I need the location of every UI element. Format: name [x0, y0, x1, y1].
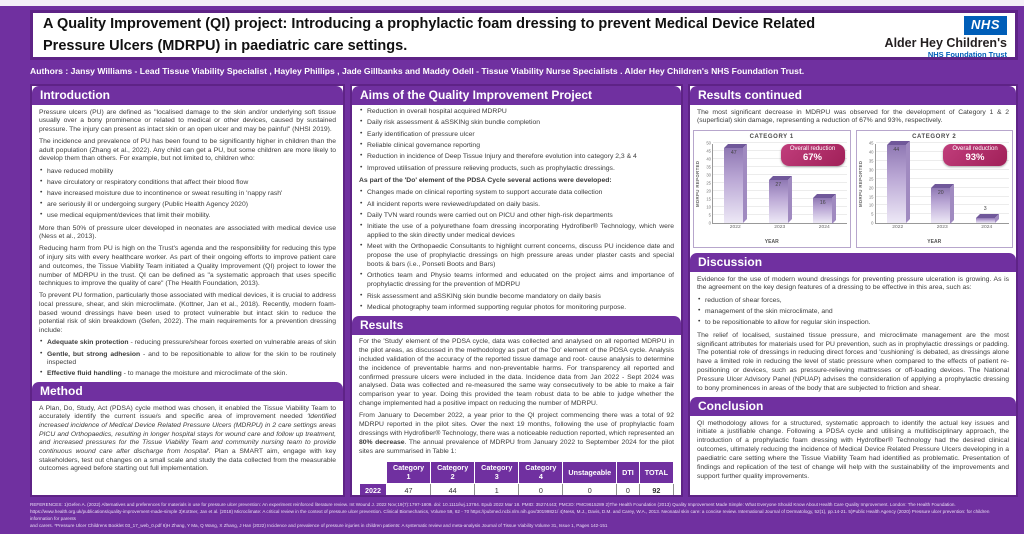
- y-tick-label: 10: [868, 202, 874, 208]
- section-heading-aims: Aims of the Quality Improvement Project: [352, 86, 681, 105]
- bullet-item: • Effective fluid handling - to manage the moisture and microclimate of the skin.: [39, 370, 336, 379]
- bullet-item: • have reduced mobility: [39, 168, 336, 177]
- y-tick-label: 15: [868, 194, 874, 199]
- table-row: [360, 484, 674, 497]
- bullet-item: • Orthotics team and Physio teams informed and educated on the project aims and importance of prophylactic dressing for the prevention of MDRPU: [359, 272, 674, 290]
- y-tick-label: 25: [868, 176, 874, 182]
- section-heading-introduction: Introduction: [32, 86, 343, 105]
- results-paragraph: For the 'Study' element of the PDSA cycle, data was collected and analysed on all reported MDRPU in the pilot areas, as discussed in the methodology as part of the 'Do' element of the PDSA cycle. Analysis included validation of the accuracy of the reported tissue damage and root- cause analysis to determine the incidence of preventable harms and non-preventable harms. For transparency all reported and confirmed pressure ulcers were included in the data. Incidence data from Jan 2022 - Sept 2024 was analysed. Data was collected and re-measured the same way consecutively to be able to make a fair comparison year to year. Doing this provided the team robust data to be able to judge whether the change implemented had a positive impact on reducing the number of MDRPU.: [359, 338, 674, 408]
- table-year-cell: 2022: [360, 484, 387, 497]
- results-text: From January to December 2022, a year prior to the QI project commencing there was a total of 92 MDRPU reported in the pilot sites. Over the next 19 months, following the use of prophylactic foam dressings with Hydrofiber® Technology, there was a noticeable reduction reported, which represented an: [359, 412, 674, 438]
- chart-bar: [931, 188, 950, 224]
- y-tick-label: 0: [871, 220, 874, 226]
- y-tick-label: 50: [706, 140, 711, 146]
- chart-bar: [724, 148, 743, 223]
- y-tick-label: 40: [706, 156, 711, 162]
- y-tick-label: 35: [868, 158, 874, 164]
- discussion-paragraph: The relief of localised, sustained tissue pressure, and microclimate management are the most significant attributes for materials used for PU prevention, such as in prophylactic dressings or padding. The potential role of dressings in reducing direct forces and 'cushioning' is debated, as dressings alone have a limited role in reducing the level of static pressure when compared to the effects of patient re-positioning or devices, such as pressure-relieving mattresses or off-loading devices. The National Pressure Ulcer Advisory Panel (NPUAP) advises the consideration of applying a prophylactic dressing to bony prominences in areas of the body that are subjected to friction and shear.: [697, 331, 1009, 392]
- y-tick-label: 45: [706, 148, 711, 154]
- x-tick-label: 2024: [818, 225, 830, 231]
- y-tick-label: 10: [706, 204, 711, 210]
- references-footer: [30, 501, 994, 529]
- x-tick-label: 2023: [936, 225, 948, 231]
- results-body: [352, 338, 681, 497]
- table-header-cell: Category 1: [387, 461, 431, 484]
- section-heading-method: Method: [32, 382, 343, 401]
- bullet-item: • Daily risk assessment & aSSKINg skin bundle completion: [359, 119, 674, 128]
- bullet-item: • Changes made on clinical reporting system to support accurate data collection: [359, 189, 674, 198]
- table-value-cell: 1: [475, 484, 519, 497]
- y-tick-label: 40: [868, 149, 874, 155]
- y-tick-label: 30: [706, 172, 711, 178]
- chart-title: CATEGORY 2: [912, 134, 957, 141]
- do-actions-list: [359, 189, 674, 312]
- bullet-item: • to be repositionable to allow for regular skin inspection.: [697, 319, 1009, 328]
- discussion-body: [690, 276, 1016, 394]
- y-tick-label: 45: [868, 140, 874, 146]
- results-continued-body: [690, 109, 1016, 127]
- badge-value: 67%: [802, 152, 822, 164]
- top-edge-strip: [0, 0, 1024, 6]
- nhs-logo-mark: NHS: [964, 16, 1007, 35]
- section-heading-conclusion: Conclusion: [690, 397, 1016, 416]
- bullet-item: • Reduction in incidence of Deep Tissue Injury and therefore evolution into category 2,3 & 4: [359, 153, 674, 162]
- method-text: A Plan, Do, Study, Act (PDSA) cycle method was chosen, it enabled the Tissue Viability Team to accurately identify the current issue/s and specific area of improvement needed: [39, 404, 336, 421]
- title-bar: [30, 10, 1018, 60]
- intro-paragraph: Reducing harm from PU is high on the Trust's agenda and the responsibility for reducing this type of injury sits with every healthcare worker. As part of their ongoing efforts to improve patient care and outcomes, the Tissue Viability Team initiated a Quality Improvement (QI) project to lower the number of MDRPU in the trust. QI can be defined as "a systematic approach that uses specific techniques to improve the quality of care" (The Health Foundation, 2013).: [39, 245, 336, 288]
- category-charts-row: [693, 130, 1013, 248]
- section-heading-results: Results: [352, 316, 681, 335]
- table-value-cell: 0: [519, 484, 563, 497]
- chart-title: CATEGORY 1: [749, 134, 794, 141]
- bullet-item: • Reduction in overall hospital acquired MDRPU: [359, 108, 674, 117]
- bullet-item: • Early identification of pressure ulcer: [359, 131, 674, 140]
- bullet-item: • have increased moisture due to incontinence or sweat resulting in 'nappy rash': [39, 190, 336, 199]
- bullet-item: • reduction of shear forces,: [697, 297, 1009, 306]
- method-text: Plan a SMART aim, engage with key stakeholders, test out changes on a small scale and study the data collected from the measurable outcomes agreed before starting out full implementation.: [39, 448, 336, 473]
- intro-paragraph: The incidence and prevalence of PU has been found to be significantly higher in children than the adult population (Zhang et al., 2022). Any child can get a PU, but some children are more likely to develop them than others. For example, but not limited to, children who:: [39, 138, 336, 163]
- bullet-item: • Adequate skin protection - reducing pressure/shear forces exerted on vulnerable areas of skin: [39, 339, 336, 348]
- bullet-item: • All incident reports were reviewed/updated on daily basis.: [359, 201, 674, 210]
- bullet-item: • Improved utilisation of pressure relieving products, such as prophylactic dressings.: [359, 165, 674, 174]
- reference-line: https://www.health.org.uk/publications/quality-improvement-made-simple 3)Kottner, Jan et al. (2018) Microclimate: A critical review in the context of pressure ulcer prevention. Clinical Biomechanics, Volume 59, 62 - 70 https://pubmed.ncbi.nlm.nih.gov/30199821/ 4)Ness, M.J., Davis, D.M. and Carey, W.A., 2013. Neonatal skin care: a concise review. International Journal of Dermatology, 52(1), pp.14-21. 5)Public Health Agency (2020) Pressure ulcer prevention: for children information for parents: [30, 509, 990, 522]
- y-tick-label: 30: [868, 167, 874, 173]
- bullet-item: • Daily TVN ward rounds were carried out on PICU and other high-risk departments: [359, 212, 674, 221]
- section-heading-discussion: Discussion: [690, 253, 1016, 272]
- y-tick-label: 5: [708, 212, 711, 218]
- results-decrease-highlight: 80% decrease: [359, 438, 405, 446]
- table-value-cell: 44: [431, 484, 475, 497]
- bullet-item: • use medical equipment/devices that limit their mobility.: [39, 212, 336, 221]
- bar-value-label: 27: [775, 181, 782, 188]
- y-tick-label: 20: [868, 185, 874, 191]
- y-tick-label: 0: [708, 220, 711, 226]
- results-continued-paragraph: The most significant decrease in MDRPU was observed for the development of Category 1 & 2 (superficial) skin damage, representing a reduction of 67% and 93%, respectively.: [697, 108, 1009, 125]
- y-axis-label: MDRPU REPORTED: [857, 160, 863, 208]
- results-paragraph: [359, 412, 674, 456]
- intro-bullet-list: [39, 168, 336, 221]
- x-tick-label: 2022: [729, 225, 741, 231]
- bar-value-label: 47: [730, 149, 737, 156]
- bullet-item: • have circulatory or respiratory conditions that affect their blood flow: [39, 179, 336, 188]
- bullet-item: • Reliable clinical governance reporting: [359, 142, 674, 151]
- table-header-cell: Unstageable: [563, 461, 617, 484]
- column-middle: [350, 84, 683, 497]
- column-left: [30, 84, 345, 497]
- chart-bar: [976, 205, 995, 223]
- bullet-item: • Medical photography team informed supporting regular photos for monitoring purpose.: [359, 304, 674, 313]
- reference-line: REFERENCES: 1)Gefen A. (2022) Alternatives and preferences for materials in use for pressure ulcer prevention: An experiment reinforced literature review. Int Wound J. 2022 Nov;19(7):1797-1809. doi: 10.1111/iwj.13784. Epub 2022 Mar 18. PMID: 35274443; PMCID: PMC9615289 2)The Health Foundation (2013) Quality Improvement Made Simple: What Everyone Should Know About Health Care Quality Improvement. London: The Health Foundation.: [30, 502, 956, 507]
- bar-value-label: 44: [893, 146, 900, 153]
- intro-paragraph: Pressure ulcers (PU) are defined as "localised damage to the skin and/or underlying soft tissue usually over a bony prominence or related to medical or other devices, caused by sustained pressure. The injury can present as intact skin or an open ulcer and may be painful" (NHSI 2019).: [39, 108, 336, 133]
- results-text: . The annual prevalence of MDRPU from January 2022 to September 2024 for the pilot sites are summarised in Table 1:: [359, 438, 674, 455]
- bullet-item: • Risk assessment and aSSKINg skin bundle become mandatory on daily basis: [359, 293, 674, 302]
- method-body: [32, 405, 343, 475]
- intro-paragraph: More than 50% of pressure ulcer developed in neonates are associated with medical device use (Ness et al., 2013).: [39, 224, 336, 241]
- discussion-paragraph: Evidence for the use of modern wound dressings for preventing pressure ulceration is growing. As is the agreement on the key design features of a dressing to be effective in this area, such as:: [697, 275, 1009, 292]
- bar-chart-category-1: [693, 130, 851, 248]
- column-right: [688, 84, 1018, 497]
- method-paragraph: [39, 405, 336, 475]
- conclusion-body: [690, 420, 1016, 482]
- introduction-body: [32, 109, 343, 380]
- do-element-heading: As part of the 'Do' element of the PDSA Cycle several actions were developed:: [359, 176, 612, 184]
- table-header-cell: DTI: [617, 461, 640, 484]
- chart-bar: [769, 180, 788, 223]
- table-header-cell: TOTAL: [639, 461, 673, 484]
- bar-value-label: 3: [983, 205, 987, 212]
- table-value-cell: 92: [639, 484, 673, 497]
- table-header-row: [360, 461, 674, 484]
- mdrpu-prevalence-table: [359, 461, 674, 498]
- trust-name: Alder Hey Children's: [884, 35, 1007, 50]
- trust-subtitle: NHS Foundation Trust: [927, 49, 1007, 59]
- y-tick-label: 25: [706, 180, 711, 186]
- bullet-item: • are seriously ill or undergoing surgery (Public Health Agency 2020): [39, 201, 336, 210]
- badge-value: 93%: [965, 152, 985, 164]
- reference-line: and carers. *Pressure Ulcer Childrens Booklet 03_17_web_0.pdf 6)H Zhang, Y Ma, Q Wang, X Zhang, J Han (2022) Incidence and prevalence of pressure injuries in children patients: A systematic review and meta-analysis Journal of Tissue Viability Volume 31, Issue 1, Pages 142-151: [30, 523, 608, 529]
- x-tick-label: 2022: [892, 225, 904, 231]
- gridline: [713, 142, 847, 143]
- aims-bullet-list: [359, 108, 674, 173]
- discussion-bullet-list: [697, 297, 1009, 328]
- bullet-item: • Initiate the use of a polyurethane foam dressing incorporating Hydrofiber® Technology, which were applied to the skin directly under medical devices: [359, 223, 674, 241]
- chart-bar: [887, 145, 906, 223]
- authors-bar: Authors : Jansy Williams - Lead Tissue Viability Specialist , Hayley Phillips , Jade Gillbanks and Maddy Odell - Tissue Viability Nurse Specialists . Alder Hey Children's NHS Foundation Trust.: [30, 66, 805, 76]
- dressing-requirements-list: [39, 339, 336, 379]
- x-axis-label: YEAR: [927, 239, 942, 246]
- badge-label: Overall reduction: [789, 146, 836, 153]
- bullet-item: • management of the skin microclimate, and: [697, 308, 1009, 317]
- bar-value-label: 16: [819, 199, 826, 206]
- x-tick-label: 2024: [981, 225, 993, 231]
- bullet-item: • Meet with the Orthopaedic Consultants to highlight current concerns, discuss PU incidence date and propose the use of prophylactic dressings on high pressure areas under plaster casts and special boots & bars (i.e., Ponseti Boots and Bars): [359, 243, 674, 269]
- y-axis-label: MDRPU REPORTED: [695, 160, 700, 208]
- x-axis-label: YEAR: [764, 239, 779, 246]
- table-header-cell: Category 2: [431, 461, 475, 484]
- table-value-cell: 47: [387, 484, 431, 497]
- poster-title: A Quality Improvement (QI) project: Introducing a prophylactic foam dressing to prevent Medical Device Related Pressure Ulcers (MDRPU) in paediatric care settings.: [43, 15, 816, 54]
- conclusion-paragraph: QI methodology allows for a structured, systematic approach to identify the actual key issues and initiate a justifiable change. Following a PDSA cycle and utilising a multidisciplinary approach, the introduction of a prophylactic foam dressing with Hydrofiber® Technology had the desired clinical outcomes, ultimately reducing the incidence of Medical Device Related Pressure Ulcers developing in a paediatric care setting where the Tissue Viability Team had identified as problematic. Presentation of findings and replication of the test of change will help with the sustainability of the improvements and support further quality improvements.: [697, 419, 1009, 480]
- method-italic-text: 'Identified increased incidence of Medical Device Related Pressure Ulcers (MDRPU) in 2 care settings areas PICU and Orthopaedics, resulting in longer hospital stays for wound care and follow up treatment, and increased pressures for the Tissue Viability Team and community nursing team to provide continuous wound care after discharge from hospital'.: [39, 413, 336, 455]
- badge-label: Overall reduction: [952, 146, 998, 153]
- section-heading-results-continued: Results continued: [690, 86, 1016, 105]
- y-tick-label: 15: [706, 196, 711, 202]
- y-tick-label: 20: [706, 188, 711, 194]
- table-value-cell: 0: [617, 484, 640, 497]
- bullet-item: • Gentle, but strong adhesion - and to be repositionable to allow for the skin to be routinely inspected: [39, 351, 336, 368]
- nhs-logo: [872, 16, 1007, 59]
- table-header-cell: [360, 461, 387, 484]
- table-header-cell: Category 4: [519, 461, 563, 484]
- y-tick-label: 35: [706, 164, 711, 170]
- bar-chart-category-2: [856, 130, 1014, 248]
- overall-reduction-badge: [943, 144, 1007, 166]
- table-value-cell: 0: [563, 484, 617, 497]
- chart-bar: [813, 198, 832, 224]
- intro-paragraph: To prevent PU formation, particularly those associated with medical devices, it is crucial to address local pressure, shear, and skin microclimate. (Kottner, Jan et al., 2018). Recently, modern foam-based wound dressings have been used to protect vulnerable but intact skin to reduce the potential risk of skin breakdown (Gefen, 2022). The main requirements for a prevention dressing include:: [39, 292, 336, 335]
- y-tick-label: 5: [871, 211, 874, 217]
- table-header-cell: Category 3: [475, 461, 519, 484]
- x-tick-label: 2023: [774, 225, 786, 231]
- overall-reduction-badge: [781, 144, 845, 166]
- bar-value-label: 20: [937, 189, 944, 196]
- aims-body: [352, 108, 681, 313]
